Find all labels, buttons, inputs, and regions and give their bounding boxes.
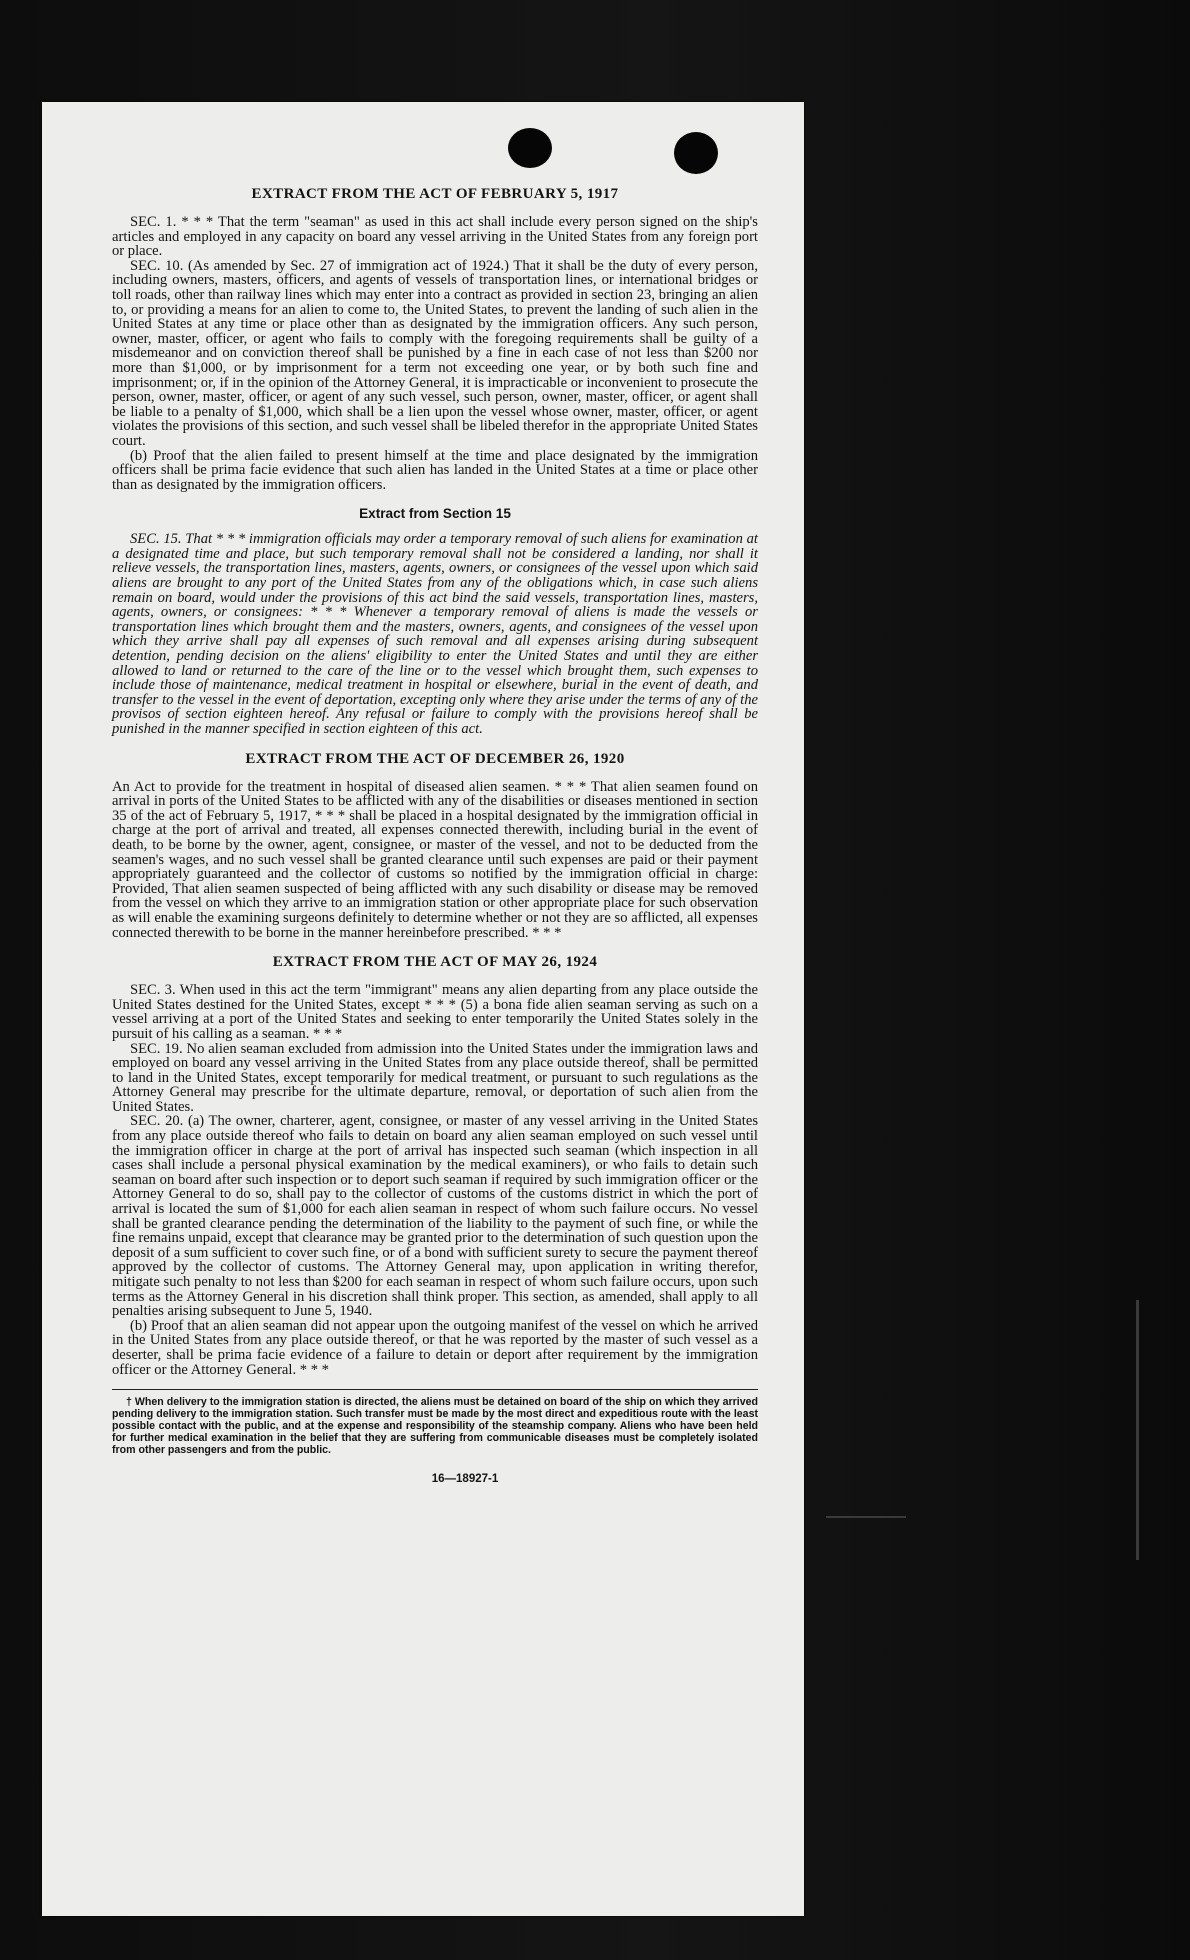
scan-artifact bbox=[1136, 1300, 1139, 1560]
section-subheading: Extract from Section 15 bbox=[359, 506, 511, 522]
paragraph: SEC. 19. No alien seaman excluded from admission into the United States under the immigration laws and employed on board any vessel arriving in the United States from any place outside thereof, shall be permitted to land in the United States, except temporarily for medical treatment, or pursuant to such regulations as the Attorney General may prescribe for the ultimate departure, removal, or deportation of such alien from the United States. bbox=[112, 1040, 758, 1115]
paragraph: SEC. 3. When used in this act the term "immigrant" means any alien departing from any place outside the United States destined for the United States, except * * * (5) a bona fide alien seaman serving as such on a vessel arriving at a port of the United States and seeking to enter temporarily the United States solely in the pursuit of his calling as a seaman. * * * bbox=[112, 982, 758, 1042]
section-act-1920 bbox=[112, 751, 758, 941]
paragraph: SEC. 1. * * * That the term "seaman" as used in this act shall include every person signed on the ship's articles and employed in any capacity on board any vessel arriving in the United States from any foreign port or place. bbox=[112, 214, 758, 260]
paragraph: An Act to provide for the treatment in hospital of diseased alien seamen. * * * That alien seamen found on arrival in ports of the United States to be afflicted with any of the disabilities or diseases mentioned in section 35 of the act of February 5, 1917, * * * shall be placed in a hospital designated by the immigration official in charge at the port of arrival and treated, all expenses connected therewith, including burial in the event of death, to be borne by the owner, agent, consignee, or master of the vessel, and not to be deducted from the seamen's wages, and no such vessel shall be granted clearance until such expenses are paid or their payment appropriately guaranteed and the collector of customs so notified by the immigration official in charge: Provided, That alien seamen suspected of being afflicted with any such disability or disease may be removed from the vessel on which they arrive to an immigration station or other appropriate place for such observation as will enable the examining surgeons definitely to determine whether or not they are so afflicted, all expenses connected therewith to be borne in the manner hereinbefore prescribed. * * * bbox=[112, 778, 758, 941]
section-heading: EXTRACT FROM THE ACT OF MAY 26, 1924 bbox=[272, 954, 598, 971]
section-heading: EXTRACT FROM THE ACT OF DECEMBER 26, 1920 bbox=[245, 750, 625, 767]
paragraph: SEC. 10. (As amended by Sec. 27 of immigration act of 1924.) That it shall be the duty of every person, including owners, masters, officers, and agents of vessels of transportation lines, or international bridges or toll roads, other than railway lines which may enter into a contract as provided in section 23, bringing an alien to, or providing a means for an alien to come to, the United States, to prevent the landing of such alien in the United States at any time or place other than as designated by the immigration officers. Any such person, owner, master, officer, or agent who fails to comply with the foregoing requirements shall be guilty of a misdemeanor and on conviction thereof shall be punished by a fine in each case of not less than $200 nor more than $1,000, or by imprisonment for a term not exceeding one year, or by both such fine and imprisonment; or, if in the opinion of the Attorney General, it is impracticable or inconvenient to prosecute the person, owner, master, officer, or agent of any such vessel, such person, owner, master, officer, or agent shall be liable to a penalty of $1,000, which shall be a lien upon the vessel whose owner, master, officer, or agent violates the provisions of this section, and such vessel shall be libeled therefor in the appropriate United States court. bbox=[112, 257, 758, 449]
section-extract-15 bbox=[112, 506, 758, 736]
section-heading: EXTRACT FROM THE ACT OF FEBRUARY 5, 1917 bbox=[251, 186, 619, 202]
footnote: † When delivery to the immigration station is directed, the aliens must be detained on board of the ship on which they arrived pending delivery to the immigration station. Such transfer must be made by the most direct and expeditious route with the least possible contact with the public, and at the expense and responsibility of the steamship company. Aliens who have been held for further medical examination in the belief that they are suffering from communicable diseases must be completely isolated from other passengers and from the public. bbox=[112, 1396, 758, 1457]
ink-blot bbox=[508, 128, 552, 168]
form-number: 16—18927-1 bbox=[431, 1473, 499, 1486]
paragraph: (b) Proof that the alien failed to present himself at the time and place designated by the immigration officers shall be prima facie evidence that such alien has landed in the United States at a time or place other than as designated by the immigration officers. bbox=[112, 447, 758, 493]
paragraph: (b) Proof that an alien seaman did not appear upon the outgoing manifest of the vessel on which he arrived in the United States from any place outside thereof, or that he was reported by the master of such vessel as a deserter, shall be prima facie evidence of a failure to detain or deport after requirement by the immigration officer or the Attorney General. * * * bbox=[112, 1317, 758, 1378]
scan-artifact bbox=[826, 1516, 906, 1518]
document-page bbox=[42, 102, 804, 1916]
paragraph: SEC. 15. That * * * immigration officials may order a temporary removal of such aliens for examination at a designated time and place, but such temporary removal shall not be considered a landing, nor shall it relieve vessels, the transportation lines, masters, agents, owners, or consignees of the vessel upon which said aliens are brought to any port of the United States from any of the obligations which, in case such aliens remain on board, would under the provisions of this act bind the said vessels, transportation lines, masters, agents, owners, or consignees: * * * Whenever a temporary removal of aliens is made the vessels or transportation lines which brought them and the masters, owners, agents, and consignees of the vessel upon which they arrive shall pay all expenses of such removal and all expenses arising during subsequent detention, pending decision on the aliens' eligibility to enter the United States and until they are either allowed to land or returned to the care of the line or to the vessel which brought them, such expenses to include those of maintenance, medical treatment in hospital or elsewhere, burial in the event of death, and transfer to the vessel in the event of deportation, excepting only where they arise under the terms of any of the provisos of section eighteen hereof. Any refusal or failure to comply with the provisions hereof shall be punished in the manner specified in section eighteen of this act. bbox=[112, 531, 758, 737]
footnote-divider bbox=[112, 1389, 758, 1390]
ink-blot bbox=[674, 132, 718, 174]
section-act-1924 bbox=[112, 954, 758, 1377]
section-act-1917 bbox=[112, 186, 758, 492]
paragraph: SEC. 20. (a) The owner, charterer, agent, consignee, or master of any vessel arriving in the United States from any place outside thereof who fails to detain on board any alien seaman employed on such vessel until the immigration officer in charge at the port of arrival has inspected such seaman (which inspection in all cases shall include a personal physical examination by the medical examiners), or who fails to detain such seaman on board after such inspection or to deport such seaman if required by such immigration officer or the Attorney General to do so, shall pay to the collector of customs of the customs district in which the port of arrival is located the sum of $1,000 for each alien seaman in respect of whom such failure occurs. No vessel shall be granted clearance pending the determination of the liability to the payment of such fine, or while the fine remains unpaid, except that clearance may be granted prior to the determination of such question upon the deposit of a sum sufficient to cover such fine, or of a bond with sufficient surety to secure the payment thereof approved by the collector of customs. The Attorney General may, upon application in writing therefor, mitigate such penalty to not less than $200 for each seaman in respect of whom such failure occurs, upon such terms as the Attorney General in his discretion shall think proper. This section, as amended, shall apply to all penalties arising subsequent to June 5, 1940. bbox=[112, 1113, 758, 1320]
document-content bbox=[112, 186, 758, 1487]
